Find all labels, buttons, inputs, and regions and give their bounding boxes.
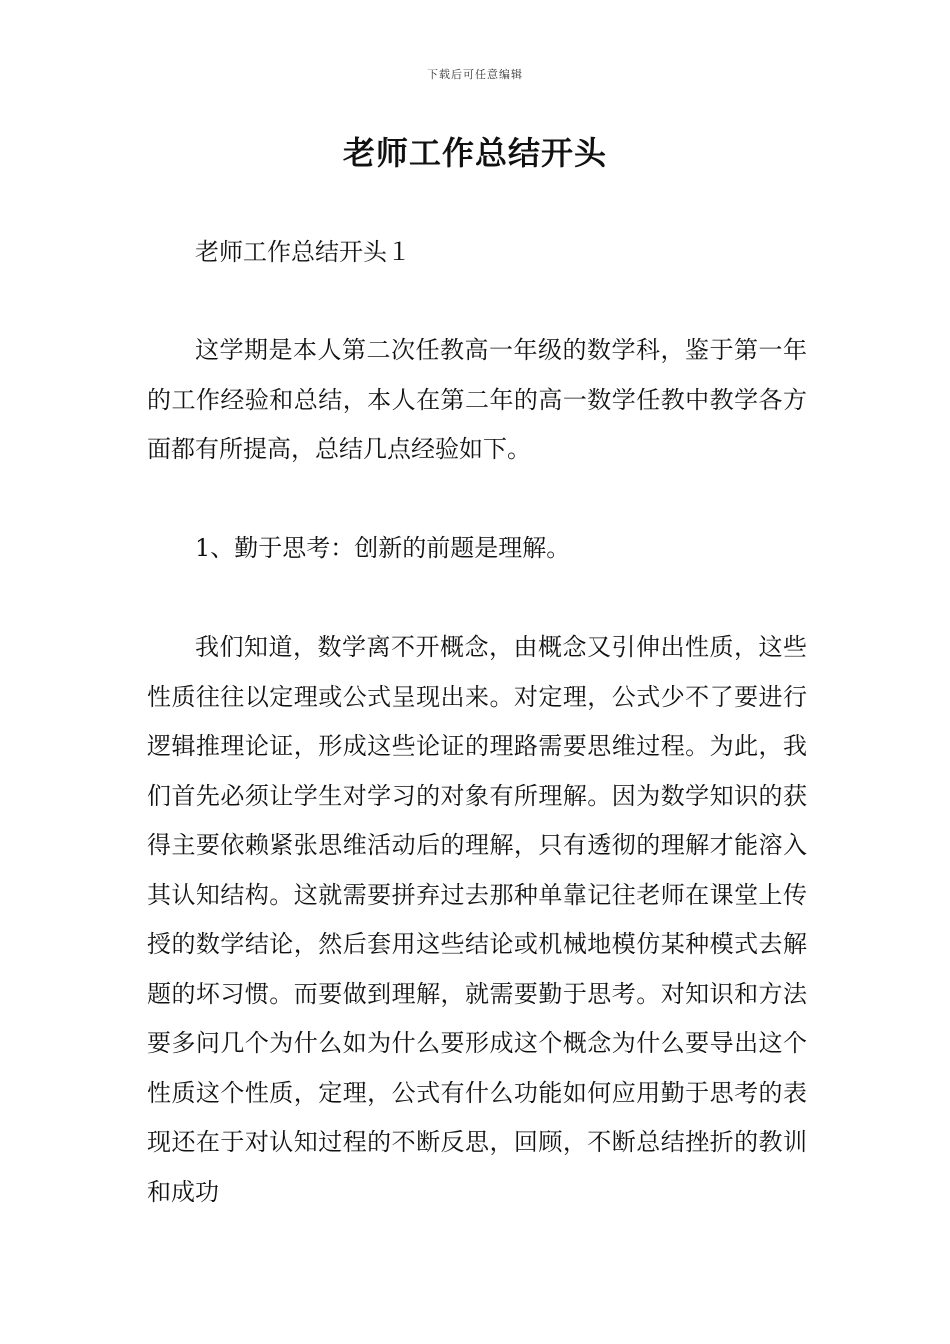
section-heading: 老师工作总结开头１ [195,238,411,266]
document-title: 老师工作总结开头 [342,134,607,172]
header-note: 下载后可任意编辑 [427,68,523,81]
paragraph-intro: 这学期是本人第二次任教高一年级的数学科，鉴于第一年的工作经验和总结，本人在第二年的高一数学任教中教学各方面都有所提高，总结几点经验如下。 [147,336,807,463]
paragraph-body: 我们知道，数学离不开概念，由概念又引伸出性质，这些性质往往以定理或公式呈现出来。对定理，公式少不了要进行逻辑推理论证，形成这些论证的理路需要思维过程。为此，我们首先必须让学生对学习的对象有所理解。因为数学知识的获得主要依赖紧张思维活动后的理解，只有透彻的理解才能溶入其认知结构。这就需要拼弃过去那种单靠记往老师在课堂上传授的数学结论，然后套用这些结论或机械地模仿某种模式去解题的坏习惯。而要做到理解，就需要勤于思考。对知识和方法要多问几个为什么如为什么要形成这个概念为什么要导出这个性质这个性质，定理，公式有什么功能如何应用勤于思考的表现还在于对认知过程的不断反思，回顾，不断总结挫折的教训和成功 [147,633,807,1206]
point-heading-1: 1、勤于思考：创新的前题是理解。 [195,534,571,562]
